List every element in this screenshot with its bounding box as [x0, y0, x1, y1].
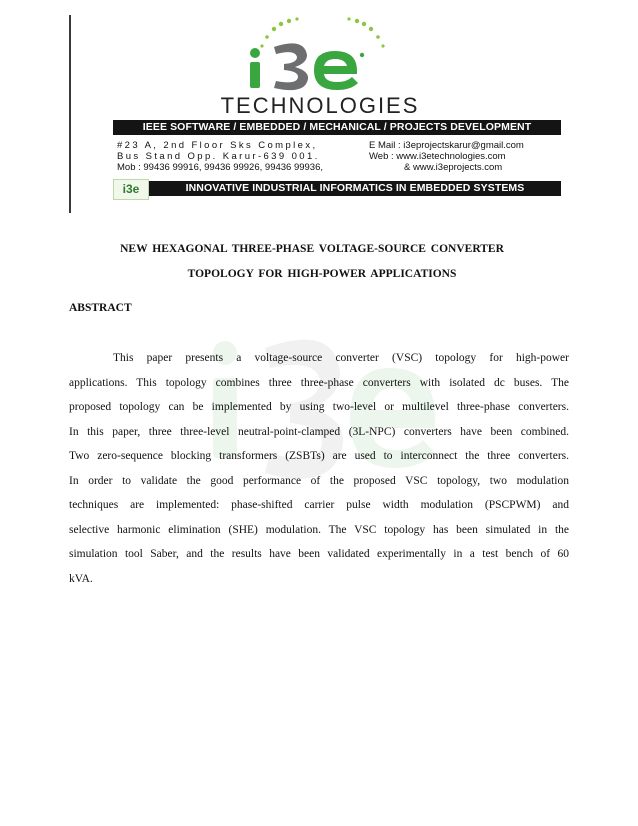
web-line-1: Web : www.i3etechnologies.com [369, 151, 506, 162]
abstract-line: Two zero-sequence blocking transformers (ZSBTs) are used to interconnect the three converters. [69, 450, 569, 462]
document-title-line-2: TOPOLOGY FOR HIGH-POWER APPLICATIONS [187, 268, 457, 280]
abstract-line: In order to validate the good performance of the proposed VSC topology, two modulation [69, 474, 569, 487]
abstract-line: applications. This topology combines three three-phase converters with isolated dc buses. The [69, 376, 569, 389]
abstract-line: kVA. [69, 572, 93, 585]
abstract-line: proposed topology can be implemented by using two-level or multilevel three-phase converters. [69, 401, 569, 413]
abstract-line: simulation tool Saber, and the results have been validated experimentally in a test bench of 60 [69, 548, 569, 560]
document-title-line-1: NEW HEXAGONAL THREE-PHASE VOLTAGE-SOURCE CONVERTER [120, 243, 504, 255]
mini-logo: i3e [113, 179, 149, 200]
abstract-paragraph [69, 346, 569, 591]
email-line: E Mail : i3eprojectskarur@gmail.com [369, 140, 524, 151]
contact-block [113, 138, 561, 180]
abstract-line: selective harmonic elimination (SHE) modulation. The VSC topology has been simulated in the [69, 523, 569, 536]
abstract-line: techniques are implemented: phase-shifted carrier pulse width modulation (PSCPWM) and [69, 499, 569, 511]
abstract-line: In this paper, three three-level neutral-point-clamped (3L-NPC) converters have been combined. [69, 425, 569, 438]
phone-line: Mob : 99436 99916, 99436 99926, 99436 99936, [117, 162, 324, 173]
company-name: TECHNOLOGIES [220, 93, 420, 118]
company-banner [69, 15, 571, 213]
tagline-band: INNOVATIVE INDUSTRIAL INFORMATICS IN EMBEDDED SYSTEMS [149, 181, 561, 196]
address-block [117, 140, 323, 173]
web-line-2: & www.i3eprojects.com [404, 162, 503, 173]
abstract-line: This paper presents a voltage-source converter (VSC) topology for high-power [113, 352, 569, 364]
abstract-heading: ABSTRACT [69, 302, 132, 314]
address-line-1: #23 A, 2nd Floor Sks Complex, [117, 140, 318, 151]
online-contact-block [369, 140, 524, 173]
services-band: IEEE SOFTWARE / EMBEDDED / MECHANICAL / PROJECTS DEVELOPMENT [113, 120, 561, 135]
address-line-2: Bus Stand Opp. Karur-639 001. [117, 151, 320, 162]
